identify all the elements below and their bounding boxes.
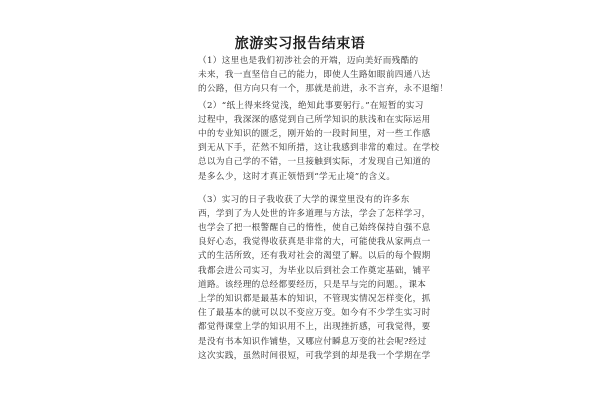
text-line: 到无从下手，茫然不知所措，这让我感到非常的难过。在学校 <box>198 143 440 154</box>
text-line: 都觉得课堂上学的知识用不上，出现挫折感，可我觉得，要 <box>198 322 431 333</box>
document-title: 旅游实习报告结束语 <box>234 36 366 52</box>
text-line: （3）实习的日子我收获了大学的课堂里没有的许多东 <box>198 194 410 205</box>
text-line: 是多么少，这时才真正领悟到“学无止境”的含义。 <box>198 171 396 182</box>
text-line: 中的专业知识的匮乏，刚开始的一段时间里，对一些工作感 <box>198 128 431 139</box>
text-line: 式的生活所致，还有我对社会的渴望了解。以后的每个假期 <box>198 251 431 262</box>
text-line: 住了最基本的就可以以不变应万变。如今有不少学生实习时 <box>198 308 431 319</box>
text-line: 过程中，我深深的感觉到自己所学知识的肤浅和在实际运用 <box>198 114 431 125</box>
text-line: 这次实践，虽然时间很短，可我学到的却是我一个学期在学 <box>198 350 431 361</box>
document-body <box>198 54 449 363</box>
text-line: 也学会了把一根警醒自己的惰性，使自己始终保持自强不息 <box>198 223 431 234</box>
text-line: 我都会进公司实习，为毕业以后到社会工作奠定基础，铺平 <box>198 265 431 276</box>
text-line: 上学的知识都是最基本的知识，不管现实情况怎样变化，抓 <box>198 294 431 304</box>
text-line: 未来，我一直坚信自己的能力，即使人生路如眼前四通八达 <box>198 70 431 81</box>
text-line: 的公路，但方向只有一个，那就是前进，永不言弃，永不退缩！ <box>198 84 449 95</box>
text-line: 是没有书本知识作铺垫，又哪应付瞬息万变的社会呢?经过 <box>198 336 427 347</box>
text-line: （1）这里也是我们初涉社会的开端，迈向美好而残酷的 <box>198 56 419 66</box>
paragraph-3 <box>198 193 431 363</box>
text-line: 良好心态，我觉得收获真是非常的大，可能使我从家两点一 <box>198 237 431 248</box>
text-line: 道路。该经理的总经都要经历，只是早与完的问题。，课本 <box>198 279 427 290</box>
paragraph-2 <box>198 99 440 184</box>
text-line: 总以为自己学的不错，一旦接触到实际，才发现自己知道的 <box>198 157 431 168</box>
text-line: 西，学到了为人处世的许多道理与方法，学会了怎样学习， <box>198 208 431 219</box>
paragraph-1 <box>198 54 449 97</box>
text-line: （2）“纸上得来终觉浅，绝知此事要躬行。”在短暂的实习 <box>198 100 424 111</box>
